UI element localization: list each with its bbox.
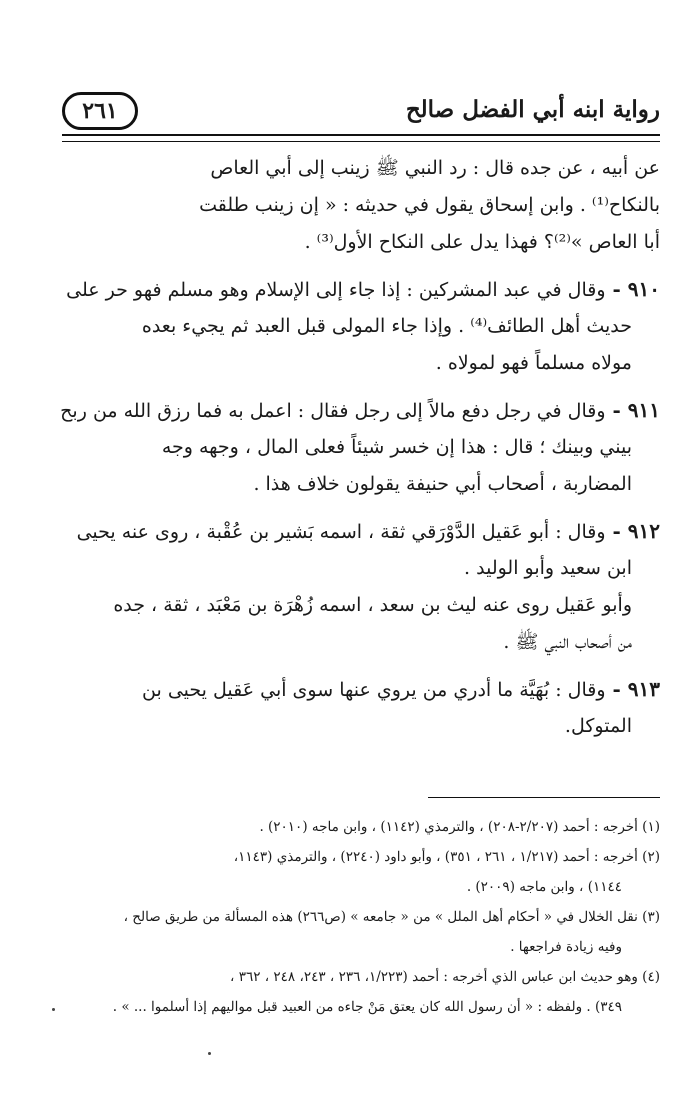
entry-911 <box>60 392 660 503</box>
text-line: ابن سعيد وأبو الوليد . <box>464 557 632 579</box>
intro-paragraph <box>60 150 660 261</box>
entry-number: ٩١١ <box>627 398 660 422</box>
text-line: بيني وبينك ؛ قال : هذا إن خسر شيئاً فعلى المال ، وجهه وجه <box>161 436 632 458</box>
footnote-1 <box>60 812 660 842</box>
text-line: ٩١٠ - وقال في عبد المشركين : إذا جاء إلى الإسلام وهو مسلم فهو حر على <box>66 277 660 301</box>
text-line: مولاه مسلماً فهو لمولاه . <box>435 352 632 374</box>
scan-speck <box>52 1008 55 1011</box>
footnote-line: ١١٤٤) ، وابن ماجه (٢٠٠٩) . <box>466 879 622 895</box>
text-line: المتوكل. <box>564 715 632 737</box>
footnote-line: (٤) وهو حديث ابن عباس الذي أخرجه : أحمد (١/٢٢٣، ٢٣٦ ، ٢٤٣، ٢٤٨ ، ٣٦٢ ، <box>230 969 660 985</box>
text-line: بالنكاح⁽¹⁾ . وابن إسحاق يقول في حديثه : « إن زينب طلقت <box>199 194 660 216</box>
entry-number: ٩١٠ <box>627 277 660 301</box>
footnote-line: ٣٤٩) . ولفظه : « أن رسول الله كان يعتق مَنْ جاءه من العبيد قبل مواليهم إذا أسلموا ... » . <box>112 999 622 1015</box>
footnote-divider <box>428 797 660 798</box>
running-title: رواية ابنه أبي الفضل صالح <box>405 96 660 123</box>
text-line: عن أبيه ، عن جده قال : رد النبي ﷺ زينب إلى أبي العاص <box>210 157 660 179</box>
footnote-4 <box>60 962 660 1022</box>
text-line: ٩١٢ - وقال : أبو عَقيل الدَّوْرَقي ثقة ، اسمه بَشير بن عُقْبة ، روى عنه يحيى <box>76 519 660 543</box>
footnote-line: وفيه زيادة فراجعها . <box>510 939 622 955</box>
entry-text: وقال في عبد المشركين : إذا جاء إلى الإسلام وهو مسلم فهو حر على <box>66 279 606 301</box>
text-line: من أصحاب النبي ﷺ . <box>503 631 632 653</box>
entry-913 <box>60 671 660 745</box>
entry-910 <box>60 271 660 382</box>
page-number: ٢٦١ <box>62 92 138 130</box>
footnotes <box>60 812 660 1022</box>
entry-text: وقال في رجل دفع مالاً إلى رجل فقال : اعمل به فما رزق الله من ربح <box>60 400 606 422</box>
entry-912 <box>60 513 660 661</box>
footnote-2 <box>60 842 660 902</box>
text-line: ٩١٣ - وقال : بُهَيَّة ما أدري من يروي عنها سوى أبي عَقيل يحيى بن <box>142 677 660 701</box>
header-divider <box>62 134 660 142</box>
entry-number: ٩١٢ <box>627 519 660 543</box>
footnote-line: (٣) نقل الخلال في « أحكام أهل الملل » من « جامعه » (ص٢٦٦) هذه المسألة من طريق صالح ، <box>123 909 660 925</box>
footnote-3 <box>60 902 660 962</box>
text-line: أبا العاص »⁽²⁾؟ فهذا يدل على النكاح الأول⁽³⁾ . <box>304 231 660 253</box>
text-line: وأبو عَقيل روى عنه ليث بن سعد ، اسمه زُهْرَة بن مَعْبَد ، ثقة ، جده <box>113 594 632 616</box>
entry-number: ٩١٣ <box>627 677 660 701</box>
scan-speck <box>208 1052 211 1055</box>
footnote-line: (١) أخرجه : أحمد (٢/٢٠٧-٢٠٨) ، والترمذي (١١٤٢) ، وابن ماجه (٢٠١٠) . <box>259 819 660 835</box>
text-line: حديث أهل الطائف⁽⁴⁾ . وإذا جاء المولى قبل العبد ثم يجيء بعده <box>141 315 632 337</box>
text-line: ٩١١ - وقال في رجل دفع مالاً إلى رجل فقال : اعمل به فما رزق الله من ربح <box>60 398 660 422</box>
footnote-line: (٢) أخرجه : أحمد (١/٢١٧ ، ٢٦١ ، ٣٥١) ، وأبو داود (٢٢٤٠) ، والترمذي (١١٤٣، <box>233 849 660 865</box>
text-line: المضاربة ، أصحاب أبي حنيفة يقولون خلاف هذا . <box>253 473 632 495</box>
page-header <box>62 92 660 140</box>
entry-text: وقال : أبو عَقيل الدَّوْرَقي ثقة ، اسمه بَشير بن عُقْبة ، روى عنه يحيى <box>76 521 606 543</box>
main-text <box>60 150 660 745</box>
entry-text: وقال : بُهَيَّة ما أدري من يروي عنها سوى أبي عَقيل يحيى بن <box>142 679 606 701</box>
